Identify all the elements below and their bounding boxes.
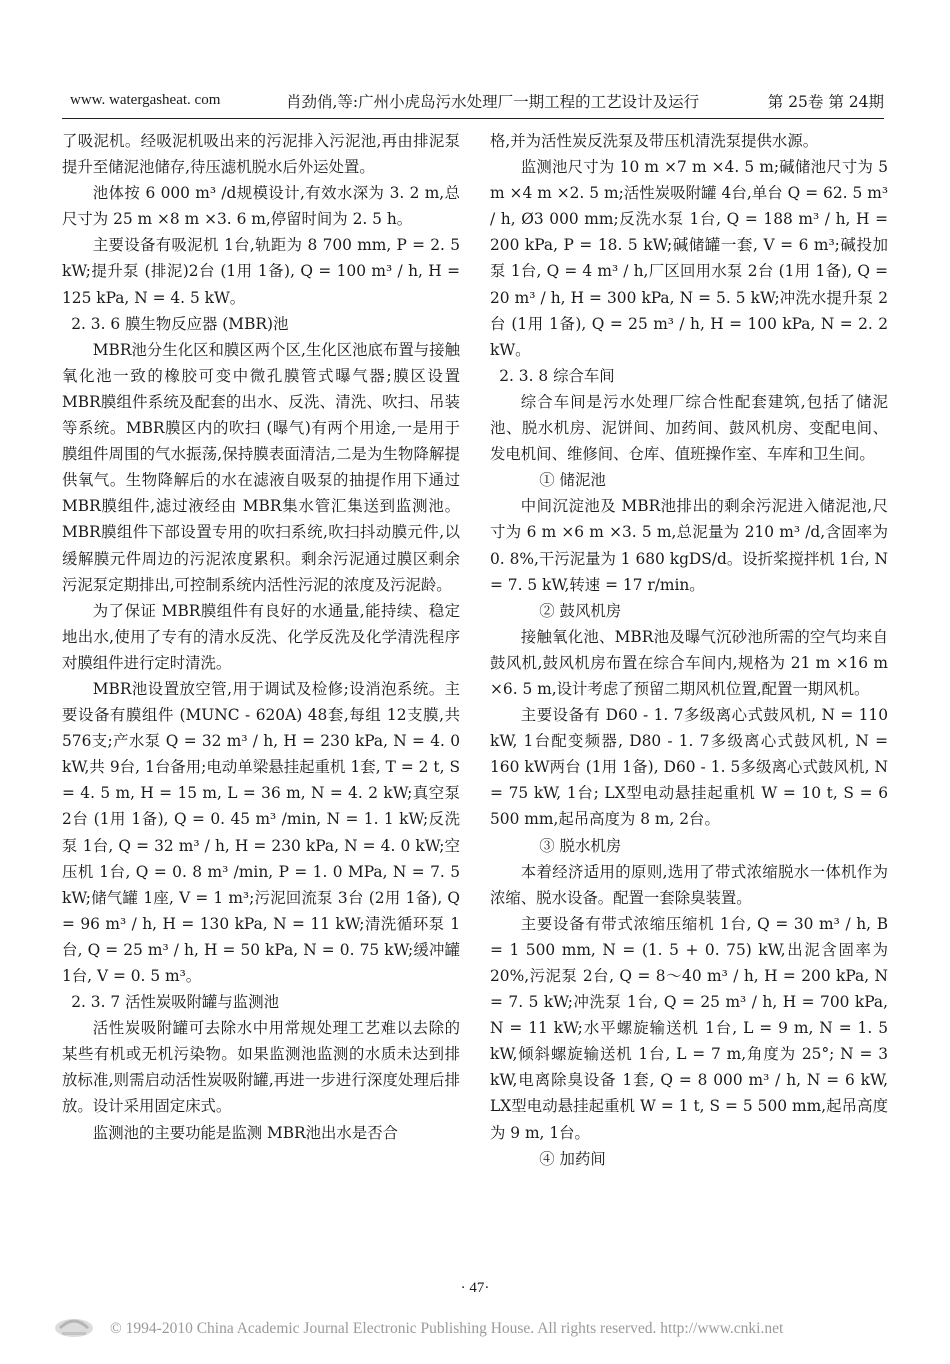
left-paragraph: MBR池分生化区和膜区两个区,生化区池底布置与接触氧化池一致的橡胶可变中微孔膜管式曝气器;膜区设置 MBR膜组件系统及配套的出水、反洗、清洗、吹扫、吊装等系统。MBR膜区内的吹扫 (曝气)有两个用途,一是用于膜组件周围的气水振荡,保持膜表面清洁,二是为生物降解提供氧气。生物降解后的水在滤液自吸泵的抽提作用下通过 MBR膜组件,滤过液经由 MBR集水管汇集送到监测池。MBR膜组件下部设置专用的吹扫系统,吹扫抖动膜元件,以缓解膜元件周边的污泥浓度累积。剩余污泥通过膜区剩余污泥泵定期排出,可控制系统内活性污泥的浓度及污泥龄。 (62, 340, 460, 594)
right-paragraph: 主要设备有 D60 - 1. 7多级离心式鼓风机, N = 110 kW, 1台配变频器, D80 - 1. 7多级离心式鼓风机, N = 160 kW两台 (1用 1备), D60 - 1. 5多级离心式鼓风机, N = 75 kW, 1台; LX型电动悬挂起重机 W = 10 t, S = 6 500 mm,起吊高度为 8 m, 2台。 (490, 706, 888, 829)
left-paragraph: 监测池的主要功能是监测 MBR池出水是否合 (92, 1123, 398, 1142)
journal-url: www. watergasheat. com (70, 92, 221, 108)
copyright-notice: © 1994-2010 China Academic Journal Electronic Publishing House. All rights reserved. http://www.cnki.net (110, 1320, 784, 1337)
right-heading: ① 储泥池 (539, 471, 606, 490)
right-paragraph: 格,并为活性炭反洗泵及带压机清洗泵提供水源。 (490, 132, 819, 150)
right-heading: 2. 3. 8 综合车间 (499, 366, 615, 385)
issue-number: 第 25卷 第 24期 (767, 93, 884, 111)
left-heading: 2. 3. 7 活性炭吸附罐与监测池 (71, 993, 279, 1012)
right-paragraph: 本着经济适用的原则,选用了带式浓缩脱水一体机作为浓缩、脱水设备。配置一套除臭装置。 (490, 862, 888, 907)
footer (0, 1310, 950, 1360)
right-paragraph: 接触氧化池、MBR池及曝气沉砂池所需的空气均来自鼓风机,鼓风机房布置在综合车间内,规格为 21 m ×16 m ×6. 5 m,设计考虑了预留二期风机位置,配置一期风机。 (490, 627, 888, 698)
page-number: · 47· (460, 1280, 490, 1296)
right-paragraph: 中间沉淀池及 MBR池排出的剩余污泥进入储泥池,尺寸为 6 m ×6 m ×3. 5 m,总泥量为 210 m³ /d,含固率为 0. 8%,干污泥量为 1 680 kgDS/d。设折桨搅拌机 1台, N = 7. 5 kW,转速 = 17 r/min。 (490, 497, 888, 594)
right-heading: ③ 脱水机房 (539, 836, 622, 855)
right-paragraph: 监测池尺寸为 10 m ×7 m ×4. 5 m;碱储池尺寸为 5 m ×4 m ×2. 5 m;活性炭吸附罐 4台,单台 Q = 62. 5 m³ / h, Ø3 000 mm;反洗水泵 1台, Q = 188 m³ / h, H = 200 kPa, P = 18. 5 kW;碱储罐一套, V = 6 m³;碱投加泵 1台, Q = 4 m³ / h,厂区回用水泵 2台 (1用 1备), Q = 20 m³ / h, H = 300 kPa, N = 5. 5 kW;冲洗水提升泵 2台 (1用 1备), Q = 25 m³ / h, H = 100 kPa, N = 2. 2 kW。 (490, 158, 888, 359)
right-column (490, 128, 888, 1172)
running-title: 肖劲俏,等:广州小虎岛污水处理厂一期工程的工艺设计及运行 (286, 93, 700, 111)
left-column (62, 128, 460, 1146)
left-paragraph: 为了保证 MBR膜组件有良好的水通量,能持续、稳定地出水,使用了专有的清水反洗、化学反洗及化学清洗程序对膜组件进行定时清洗。 (62, 601, 460, 672)
right-heading: ④ 加药间 (539, 1149, 606, 1168)
running-header (62, 86, 884, 116)
left-paragraph: 主要设备有吸泥机 1台,轨距为 8 700 mm, P = 2. 5 kW;提升泵 (排泥)2台 (1用 1备), Q = 100 m³ / h, H = 125 kPa, N = 4. 5 kW。 (62, 236, 460, 307)
left-paragraph: 了吸泥机。经吸泥机吸出来的污泥排入污泥池,再由排泥泵提升至储泥池储存,待压滤机脱水后外运处置。 (62, 132, 460, 177)
left-heading: 2. 3. 6 膜生物反应器 (MBR)池 (71, 314, 289, 333)
left-paragraph: 池体按 6 000 m³ /d规模设计,有效水深为 3. 2 m,总尺寸为 25 m ×8 m ×3. 6 m,停留时间为 2. 5 h。 (62, 184, 460, 229)
right-paragraph: 综合车间是污水处理厂综合性配套建筑,包括了储泥池、脱水机房、泥饼间、加药间、鼓风机房、变配电间、发电机间、维修间、仓库、值班操作室、车库和卫生间。 (490, 392, 888, 464)
cnki-logo-icon (52, 1314, 96, 1340)
right-paragraph: 主要设备有带式浓缩压缩机 1台, Q = 30 m³ / h, B = 1 500 mm, N = (1. 5 + 0. 75) kW,出泥含固率为 20%,污泥泵 2台, Q = 8～40 m³ / h, H = 200 kPa, N = 7. 5 kW;冲洗泵 1台, Q = 25 m³ / h, H = 700 kPa, N = 11 kW;水平螺旋输送机 1台, L = 9 m, N = 1. 5 kW,倾斜螺旋输送机 1台, L = 7 m,角度为 25°; N = 3 kW,电离除臭设备 1套, Q = 8 000 m³ / h, N = 6 kW, LX型电动悬挂起重机 W = 1 t, S = 5 500 mm,起吊高度为 9 m, 1台。 (490, 914, 888, 1142)
right-heading: ② 鼓风机房 (539, 601, 622, 620)
left-paragraph: MBR池设置放空管,用于调试及检修;设消泡系统。主要设备有膜组件 (MUNC - 620A) 48套,每组 12支膜,共 576支;产水泵 Q = 32 m³ / h, H = 230 kPa, N = 4. 0 kW,共 9台, 1台备用;电动单梁悬挂起重机 1套, T = 2 t, S = 4. 5 m, H = 15 m, L = 36 m, N = 4. 2 kW;真空泵 2台 (1用 1备), Q = 0. 45 m³ /min, N = 1. 1 kW;反洗泵 1台, Q = 32 m³ / h, H = 230 kPa, N = 4. 0 kW;空压机 1台, Q = 0. 8 m³ /min, P = 1. 0 MPa, N = 7. 5 kW;储气罐 1座, V = 1 m³;污泥回流泵 3台 (2用 1备), Q = 96 m³ / h, H = 130 kPa, N = 11 kW;清洗循环泵 1台, Q = 25 m³ / h, H = 50 kPa, N = 0. 75 kW;缓冲罐 1台, V = 0. 5 m³。 (62, 679, 460, 985)
header-rule (62, 118, 884, 119)
left-paragraph: 活性炭吸附罐可去除水中用常规处理工艺难以去除的某些有机或无机污染物。如果监测池监测的水质未达到排放标准,则需启动活性炭吸附罐,再进一步进行深度处理后排放。设计采用固定床式。 (62, 1019, 460, 1116)
